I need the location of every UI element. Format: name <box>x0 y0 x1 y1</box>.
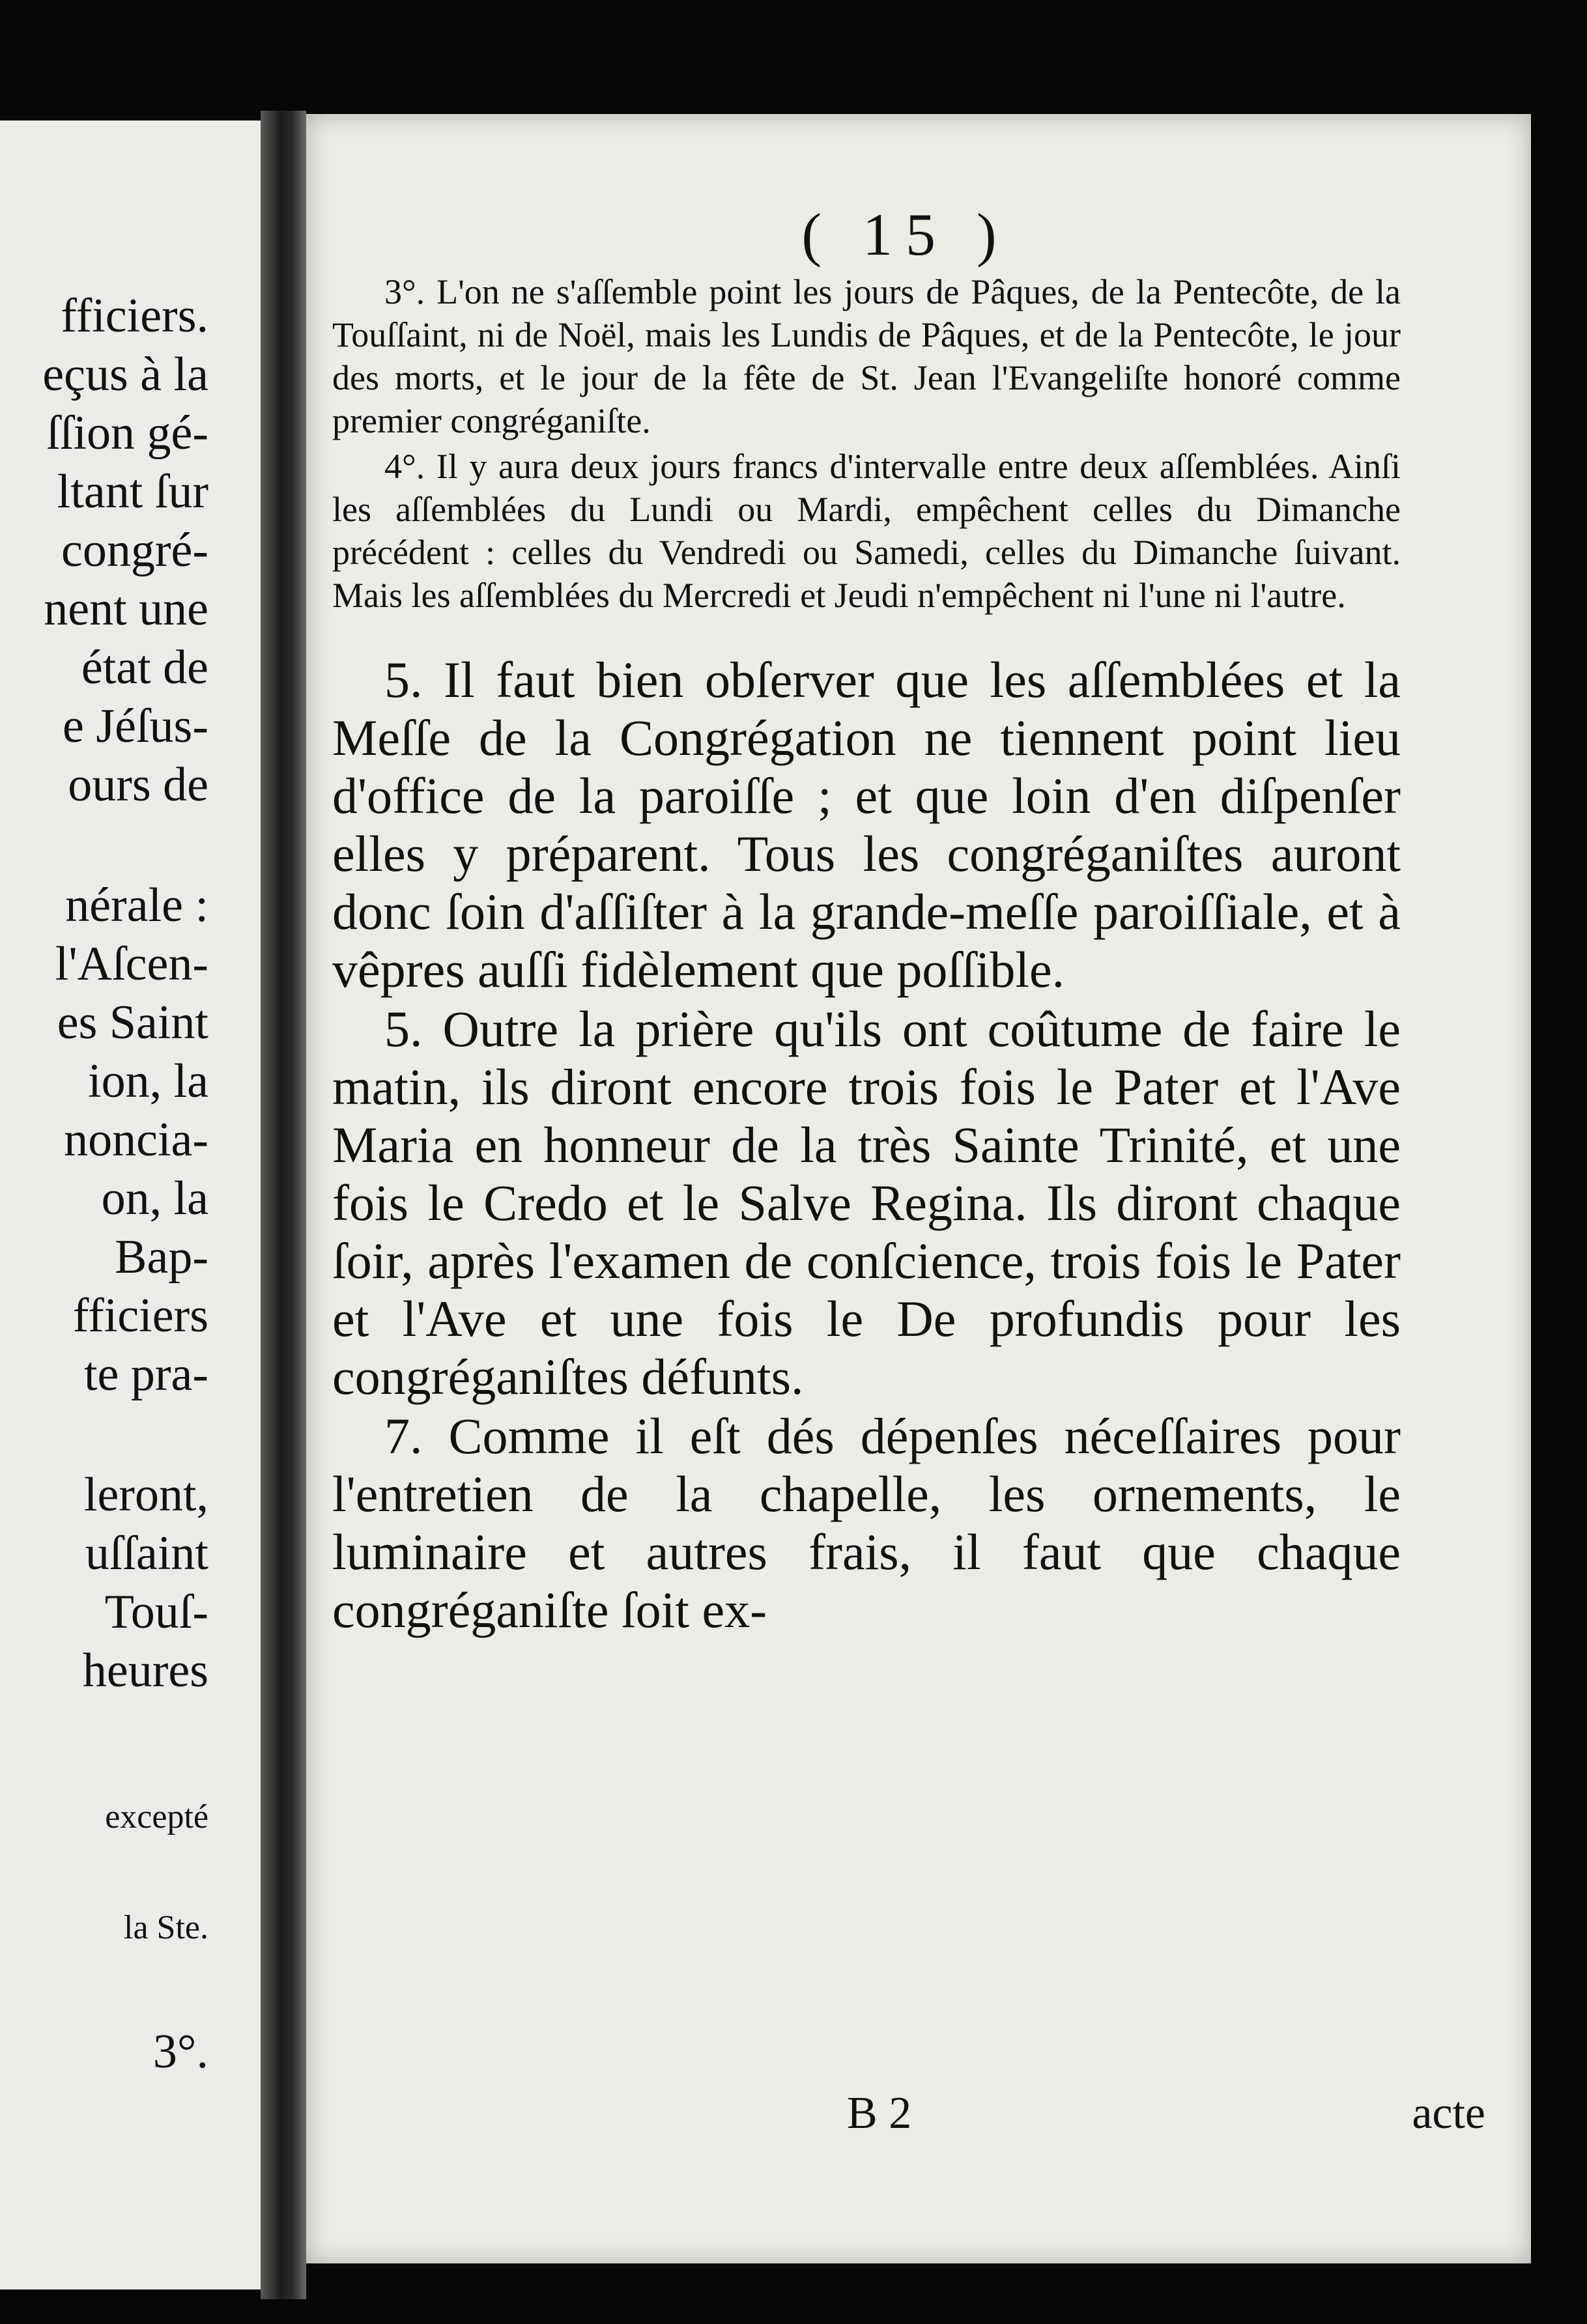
left-line: ours de <box>68 758 208 812</box>
left-line: ltant ſur <box>57 465 208 518</box>
small-print-section <box>332 270 1401 617</box>
page-number-header: ( 15 ) <box>801 201 1010 268</box>
paragraph-4: 4°. Il y aura deux jours francs d'intervalle entre deux aſſemblées. Ainſi les aſſemblées du Lundi ou Mardi, empêchent celles du Dimanche précédent : celles du Vendredi ou Samedi, celles du Dimanche ſuivant. Mais les aſſemblées du Mercredi et Jeudi n'empêchent ni l'une ni l'autre. <box>332 447 1401 615</box>
left-line: noncia- <box>64 1113 208 1167</box>
large-print-section <box>332 651 1401 1639</box>
left-line: te pra- <box>83 1348 208 1401</box>
signature-mark: B 2 <box>847 2088 912 2138</box>
left-line: état de <box>81 641 208 694</box>
page-body <box>332 199 1401 1639</box>
left-line: es Saint <box>57 996 208 1049</box>
left-line: congré- <box>61 524 208 577</box>
paragraph-3: 3°. L'on ne s'aſſemble point les jours de Pâques, de la Pentecôte, de la Touſſaint, ni de Noël, mais les Lundis de Pâques, et de la Pentecôte, le jour des morts, et le jour de la fête de St. Jean l'Evangeliſte honoré comme premier congréganiſte. <box>332 272 1401 440</box>
paragraph-5a: 5. Il faut bien obſerver que les aſſemblées et la Meſſe de la Congrégation ne tiennent point lieu d'office de la paroiſſe ; et que loin d'en diſpenſer elles y préparent. Tous les congréganiſtes auront donc ſoin d'aſſiſter à la grande-meſſe paroiſſiale, et à vêpres auſſi fidèlement que poſſible. <box>332 651 1401 998</box>
left-line: leront, <box>83 1468 208 1522</box>
left-line: eçus à la <box>42 348 208 401</box>
left-line: la Ste. <box>124 1909 208 1946</box>
left-line: uſſaint <box>85 1527 208 1580</box>
paragraph-7: 7. Comme il eſt dés dépenſes néceſſaires pour l'entretien de la chapelle, les ornements, le luminaire et autres frais, il faut que chaque congréganiſte ſoit ex- <box>332 1408 1401 1638</box>
left-line: Touſ- <box>104 1585 208 1639</box>
catchword: acte <box>1412 2088 1485 2138</box>
left-line: heures <box>82 1644 208 1697</box>
left-line: Bap- <box>115 1230 208 1284</box>
left-line: 3°. <box>152 2025 208 2078</box>
facing-page-fragment <box>0 120 261 2289</box>
left-line: ſſion gé- <box>46 406 208 460</box>
paragraph-5b: 5. Outre la prière qu'ils ont coûtume de faire le matin, ils diront encore trois fois le Pater et l'Ave Maria en honneur de la très Sainte Trinité, et une fois le Credo et le Salve Regina. Ils diront chaque ſoir, après l'examen de conſcience, trois fois le Pater et l'Ave et une fois le De profundis pour les congréganiſtes défunts. <box>332 1000 1401 1405</box>
left-line: excepté <box>105 1798 208 1835</box>
left-line: e Jéſus- <box>63 700 208 753</box>
left-line: fficiers. <box>61 289 208 343</box>
book-gutter <box>261 111 306 2299</box>
left-line: fficiers <box>72 1289 208 1342</box>
left-line: nent une <box>44 582 208 636</box>
main-page <box>306 114 1531 2263</box>
left-line: l'Aſcen- <box>55 937 208 991</box>
left-line: nérale : <box>65 879 208 932</box>
page-footer <box>306 2088 1531 2159</box>
left-line: on, la <box>101 1172 208 1225</box>
left-line: ion, la <box>88 1055 208 1108</box>
